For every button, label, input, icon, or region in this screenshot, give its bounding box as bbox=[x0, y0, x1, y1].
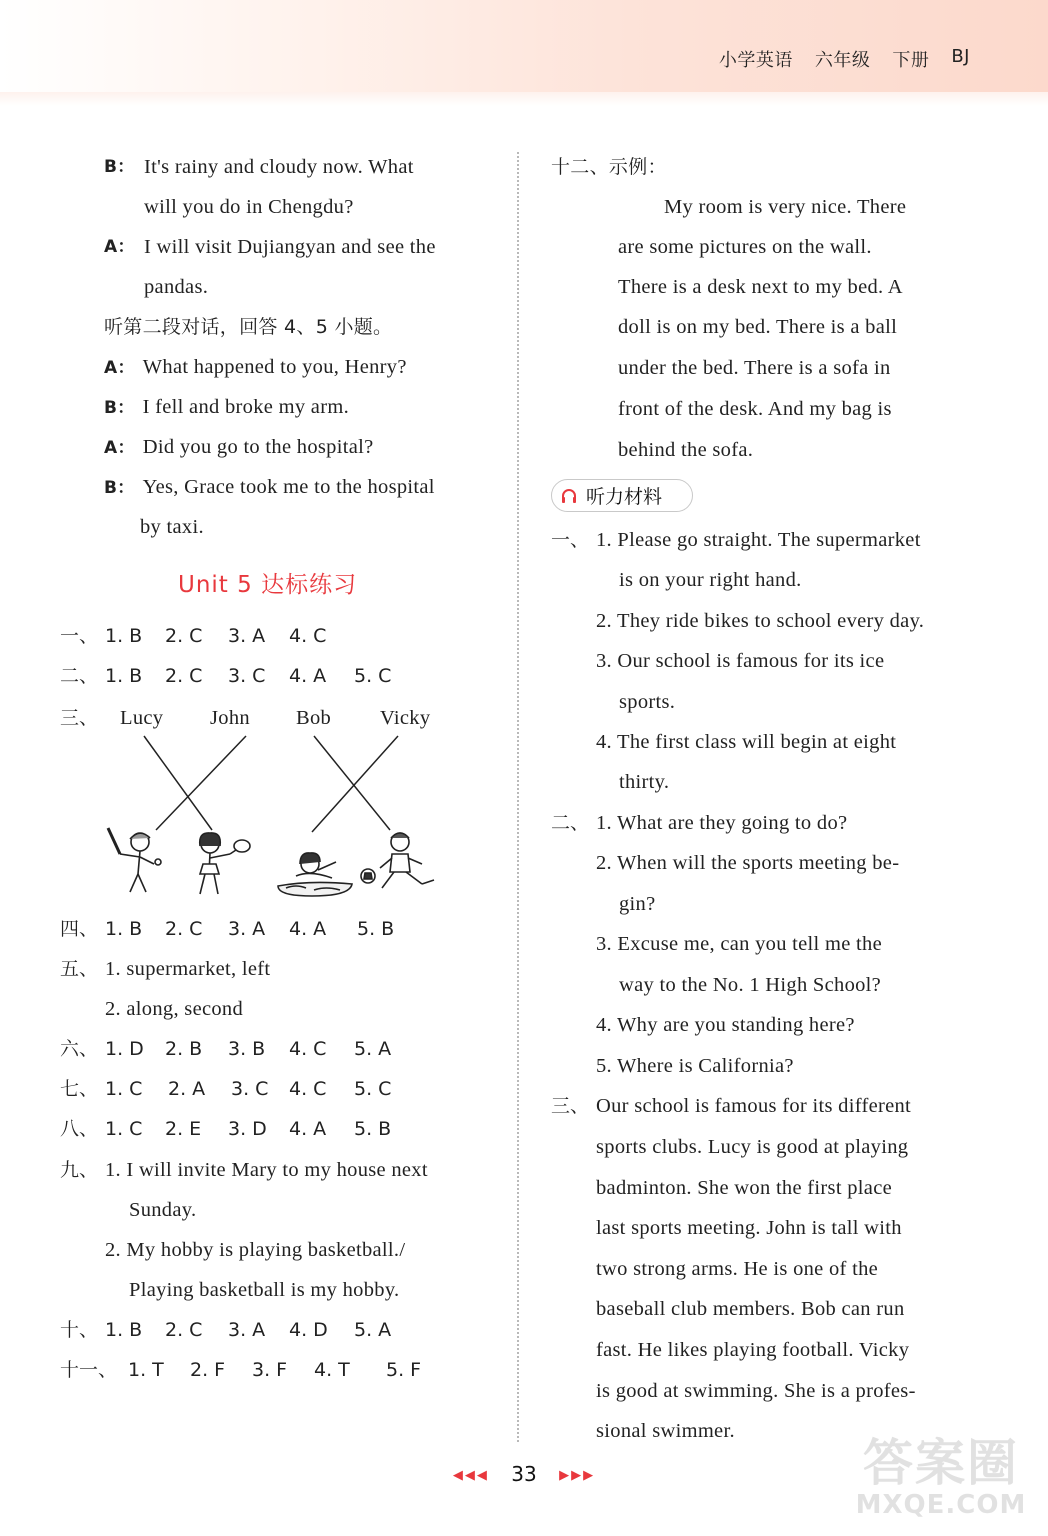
listening-p1-line1: 1. Please go straight. The supermarket bbox=[596, 529, 921, 551]
match-name-lucy: Lucy bbox=[120, 707, 164, 729]
answers-s9-label: 九、 bbox=[60, 1159, 99, 1181]
listening-p2-label: 二、 bbox=[551, 812, 590, 834]
listening-p1-line4: 3. Our school is famous for its ice bbox=[596, 650, 885, 672]
dialog2-a2: A： Did you go to the hospital? bbox=[104, 436, 374, 458]
listening-p2-line4: 3. Excuse me, can you tell me the bbox=[596, 933, 882, 955]
answers-s5-label: 五、 bbox=[60, 958, 99, 980]
answers-s5-line1: 1. supermarket, left bbox=[105, 958, 271, 980]
matching-lines bbox=[100, 732, 445, 838]
dialog2-b1: B： I fell and broke my arm. bbox=[104, 396, 349, 418]
listening-p1-line5: sports. bbox=[619, 691, 676, 713]
listening-p1-line2: is on your right hand. bbox=[619, 569, 802, 591]
dialog2-a1: A： What happened to you, Henry? bbox=[104, 356, 407, 378]
header-grade: 六年级 bbox=[814, 50, 871, 71]
match-name-vicky: Vicky bbox=[380, 707, 431, 729]
listening-p2-line6: 4. Why are you standing here? bbox=[596, 1014, 855, 1036]
answers-s3-label: 三、 bbox=[60, 707, 99, 729]
dialog1-a-line2: pandas. bbox=[144, 276, 209, 298]
dialog2-b2-line2: by taxi. bbox=[140, 516, 204, 538]
match-line-bob bbox=[314, 736, 390, 830]
football-player-icon bbox=[361, 833, 434, 888]
listening-material-tag bbox=[551, 479, 693, 512]
listening-p1-line7: thirty. bbox=[619, 771, 670, 793]
answers-s5-line2: 2. along, second bbox=[105, 998, 244, 1020]
answers-s9-line3: 2. My hobby is playing basketball./ bbox=[105, 1239, 406, 1261]
listening-p2-line1: 1. What are they going to do? bbox=[596, 812, 848, 834]
listening-p1-line3: 2. They ride bikes to school every day. bbox=[596, 610, 925, 632]
listening-p3-line9: sional swimmer. bbox=[596, 1420, 735, 1442]
answers-s9-line2: Sunday. bbox=[129, 1199, 197, 1221]
answers-s9-line4: Playing basketball is my hobby. bbox=[129, 1279, 400, 1301]
header-info bbox=[719, 46, 970, 72]
match-name-john: John bbox=[210, 707, 250, 729]
listening-p2-line7: 5. Where is California? bbox=[596, 1055, 794, 1077]
s12-line1: My room is very nice. There bbox=[664, 196, 907, 218]
next-arrows-icon: ▶▶▶ bbox=[559, 1468, 596, 1483]
page-number: 33 bbox=[511, 1462, 537, 1486]
listening-p3-line3: badminton. She won the first place bbox=[596, 1177, 892, 1199]
s12-label: 十二、示例： bbox=[551, 156, 667, 178]
header-volume: 下册 bbox=[892, 50, 930, 71]
listening-p2-line5: way to the No. 1 High School? bbox=[619, 974, 882, 996]
watermark-logo: 答案圈 MXQE.COM bbox=[855, 1434, 1027, 1520]
listening-p3-line6: baseball club members. Bob can run bbox=[596, 1298, 905, 1320]
unit-title: Unit 5 达标练习 bbox=[178, 572, 358, 598]
match-name-bob: Bob bbox=[296, 707, 332, 729]
s12-line7: behind the sofa. bbox=[618, 439, 754, 461]
column-divider bbox=[517, 152, 519, 1442]
listening-p1-line6: 4. The first class will begin at eight bbox=[596, 731, 897, 753]
s12-line5: under the bed. There is a sofa in bbox=[618, 357, 891, 379]
s12-line2: are some pictures on the wall. bbox=[618, 236, 872, 258]
badminton-player-icon bbox=[200, 833, 250, 894]
headphones-icon bbox=[560, 487, 578, 505]
listening-p3-line1: Our school is famous for its different bbox=[596, 1095, 912, 1117]
listening-p2-line2: 2. When will the sports meeting be- bbox=[596, 852, 900, 874]
listening-p3-label: 三、 bbox=[551, 1095, 590, 1117]
dialog1-b-line2: will you do in Chengdu? bbox=[144, 196, 354, 218]
s12-line3: There is a desk next to my bed. A bbox=[618, 276, 903, 298]
swimmer-icon bbox=[278, 853, 352, 896]
listening-p3-line4: last sports meeting. John is tall with bbox=[596, 1217, 902, 1239]
s12-line6: front of the desk. And my bag is bbox=[618, 398, 892, 420]
dialog-instruction: 听第二段对话，回答 4、5 小题。 bbox=[104, 316, 393, 338]
header-subject: 小学英语 bbox=[718, 50, 793, 71]
listening-material-label: 听力材料 bbox=[586, 486, 663, 508]
sports-illustrations bbox=[100, 824, 445, 899]
prev-arrows-icon: ◀◀◀ bbox=[452, 1468, 489, 1483]
listening-p3-line7: fast. He likes playing football. Vicky bbox=[596, 1339, 910, 1361]
listening-p3-line5: two strong arms. He is one of the bbox=[596, 1258, 879, 1280]
listening-p3-line8: is good at swimming. She is a profes- bbox=[596, 1380, 916, 1402]
listening-p2-line3: gin? bbox=[619, 893, 656, 915]
listening-p1-label: 一、 bbox=[551, 529, 590, 551]
listening-p3-line2: sports clubs. Lucy is good at playing bbox=[596, 1136, 909, 1158]
header-edition: BJ bbox=[951, 46, 970, 67]
baseball-player-icon bbox=[108, 828, 161, 892]
answers-s9-line1: 1. I will invite Mary to my house next bbox=[105, 1159, 428, 1181]
dialog2-b2: B： Yes, Grace took me to the hospital bbox=[104, 476, 435, 498]
s12-line4: doll is on my bed. There is a ball bbox=[618, 316, 898, 338]
